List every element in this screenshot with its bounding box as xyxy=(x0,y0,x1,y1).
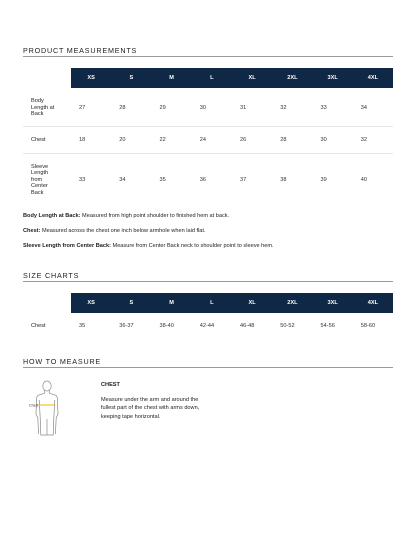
table-cell: 18 xyxy=(79,137,86,143)
table-cell: 46-48 xyxy=(240,323,255,329)
figure-chest-label: Chest xyxy=(29,403,39,408)
table-cell: 54-56 xyxy=(320,323,335,329)
table-cell: 26 xyxy=(240,137,247,143)
size-header: XL xyxy=(248,300,256,306)
table-cell: 35 xyxy=(79,323,86,329)
table-cell: 38-40 xyxy=(159,323,174,329)
note-text: Measure from Center Back neck to shoulder point to sleeve hem. xyxy=(110,243,274,249)
table-cell: 28 xyxy=(280,137,287,143)
size-header: L xyxy=(210,300,214,306)
table-cell: 34 xyxy=(360,105,367,111)
table-cell: 35 xyxy=(159,177,166,183)
size-header: M xyxy=(169,75,174,81)
table-cell: 27 xyxy=(79,105,86,111)
measurement-note xyxy=(23,228,206,234)
table-cell: 38 xyxy=(280,177,287,183)
note-term: Sleeve Length from Center Back: xyxy=(23,243,111,249)
table-cell: 30 xyxy=(320,137,327,143)
table-cell: 29 xyxy=(159,105,166,111)
section-divider xyxy=(23,367,393,368)
table-cell: 50-52 xyxy=(280,323,295,329)
size-header: S xyxy=(129,300,134,306)
note-term: Chest: xyxy=(23,228,41,234)
note-text: Measured from high point shoulder to finished hem at back. xyxy=(80,213,230,219)
table-cell: 36 xyxy=(199,177,206,183)
table-cell: 42-44 xyxy=(199,323,215,329)
table-cell: 24 xyxy=(199,137,206,143)
chest-measure-figure xyxy=(28,378,88,440)
chest-description: Measure under the arm and around the fullest part of the chest with arms down, keeping tape horizontal. xyxy=(101,397,200,420)
measurement-note xyxy=(23,243,274,249)
size-header: M xyxy=(169,300,174,306)
product-measurements-header xyxy=(71,68,393,88)
table-row xyxy=(23,127,393,154)
table-cell: 36-37 xyxy=(119,323,134,329)
size-header: XL xyxy=(248,75,256,81)
table-cell: 37 xyxy=(240,177,247,183)
table-row xyxy=(23,154,393,206)
table-cell: 39 xyxy=(320,177,327,183)
table-cell: 34 xyxy=(119,177,126,183)
table-cell: 31 xyxy=(240,105,247,111)
size-header: S xyxy=(129,75,134,81)
row-label: Sleeve Length from Center Back xyxy=(31,163,49,196)
section-divider xyxy=(23,56,393,57)
table-cell: 20 xyxy=(119,137,126,143)
size-header: XS xyxy=(87,75,95,81)
table-row xyxy=(23,315,393,337)
size-header: L xyxy=(210,75,214,81)
size-header: 4XL xyxy=(367,75,378,81)
row-label: Chest xyxy=(31,322,46,329)
row-label: Chest xyxy=(31,136,46,143)
chest-heading: CHEST xyxy=(101,382,120,388)
table-cell: 22 xyxy=(159,137,166,143)
size-chart-header xyxy=(71,293,393,313)
size-header: 4XL xyxy=(367,300,378,306)
size-header: 2XL xyxy=(287,75,298,81)
table-cell: 58-60 xyxy=(360,323,376,329)
measurement-note xyxy=(23,213,229,219)
size-header: 3XL xyxy=(327,300,338,306)
row-label: Body Length at Back xyxy=(31,98,55,118)
table-row xyxy=(23,90,393,127)
table-cell: 32 xyxy=(360,137,367,143)
table-cell: 33 xyxy=(320,105,327,111)
size-charts-title: SIZE CHARTS xyxy=(23,271,80,280)
note-text: Measured across the chest one inch below armhole when laid flat. xyxy=(40,228,206,234)
size-header: 2XL xyxy=(287,300,298,306)
table-cell: 40 xyxy=(360,177,367,183)
torso-outline-icon xyxy=(28,378,88,440)
section-divider xyxy=(23,281,393,282)
product-measurements-title: PRODUCT MEASUREMENTS xyxy=(23,46,138,55)
table-cell: 32 xyxy=(280,105,287,111)
table-cell: 28 xyxy=(119,105,126,111)
size-header: XS xyxy=(87,300,95,306)
table-cell: 33 xyxy=(79,177,86,183)
size-header: 3XL xyxy=(327,75,338,81)
table-cell: 30 xyxy=(199,105,206,111)
note-term: Body Length at Back: xyxy=(23,213,81,219)
how-to-measure-title: HOW TO MEASURE xyxy=(23,357,102,366)
